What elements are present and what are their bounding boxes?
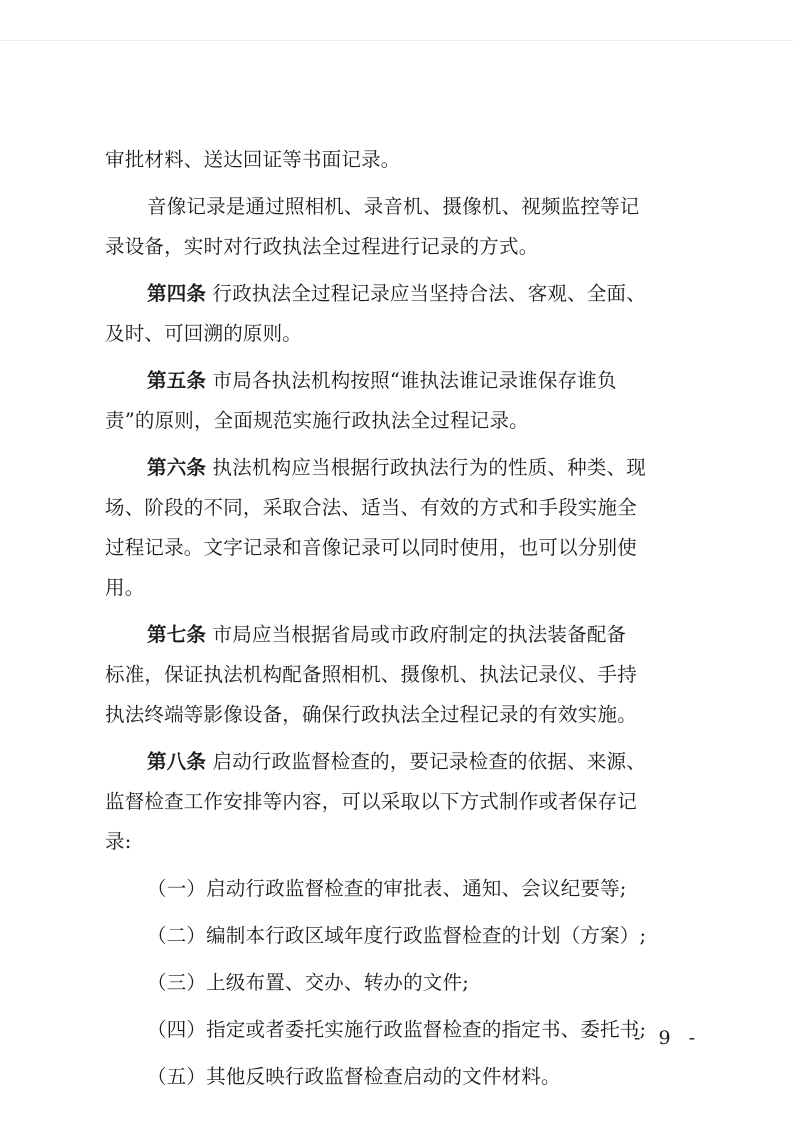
article-6 [105,448,705,608]
text-line: 音像记录是通过照相机、录音机、摄像机、视频监控等记 [147,195,640,218]
article-8 [105,742,705,862]
text-line: 过程记录。文字记录和音像记录可以同时使用，也可以分别使 [105,536,637,559]
text-line: 审批材料、送达回证等书面记录。 [105,148,401,171]
article-7 [105,615,705,735]
text-line: 录设备，实时对行政执法全过程进行记录的方式。 [105,235,539,258]
text-line [105,274,705,314]
article-5 [105,361,705,441]
text-line [105,742,705,782]
text-line: 监督检查工作安排等内容，可以采取以下方式制作或者保存记 [105,790,637,813]
list-item: （二）编制本行政区域年度行政监督检查的计划（方案）; [147,924,647,947]
text-line [105,615,705,655]
article-text: 启动行政监督检查的，要记录检查的依据、来源、 [212,750,646,773]
article-title: 第八条 [147,750,207,773]
document-body [105,140,705,1097]
text-line: 录: [105,830,132,853]
text-line: 及时、可回溯的原则。 [105,322,303,345]
paragraph-continuation [105,140,705,180]
page-number: - 9 - [633,1027,701,1049]
text-line: 标准，保证执法机构配备照相机、摄像机、执法记录仪、手持 [105,663,637,686]
record-method-list [105,869,705,1097]
text-line [105,448,705,488]
text-line: 用。 [105,576,145,599]
article-title: 第四条 [147,282,207,305]
article-title: 第六条 [147,456,207,479]
article-text: 执法机构应当根据行政执法行为的性质、种类、现 [212,456,646,479]
article-text: 行政执法全过程记录应当坚持合法、客观、全面、 [212,282,646,305]
article-title: 第五条 [147,369,207,392]
article-title: 第七条 [147,623,207,646]
article-4 [105,274,705,354]
top-rule [0,40,793,41]
article-text: 市局应当根据省局或市政府制定的执法装备配备 [212,623,627,646]
list-item: （五）其他反映行政监督检查启动的文件材料。 [147,1065,561,1088]
text-line: 责”的原则，全面规范实施行政执法全过程记录。 [105,409,529,432]
article-text: 市局各执法机构按照“谁执法谁记录谁保存谁负 [212,369,617,392]
text-line: 场、阶段的不同，采取合法、适当、有效的方式和手段实施全 [105,496,637,519]
paragraph-audio-visual [105,187,705,267]
list-item: （一）启动行政监督检查的审批表、通知、会议纪要等; [147,877,627,900]
text-line: 执法终端等影像设备，确保行政执法全过程记录的有效实施。 [105,703,637,726]
text-line [105,361,705,401]
list-item: （三）上级布置、交办、转办的文件; [147,971,469,994]
list-item: （四）指定或者委托实施行政监督检查的指定书、委托书; [147,1018,647,1041]
